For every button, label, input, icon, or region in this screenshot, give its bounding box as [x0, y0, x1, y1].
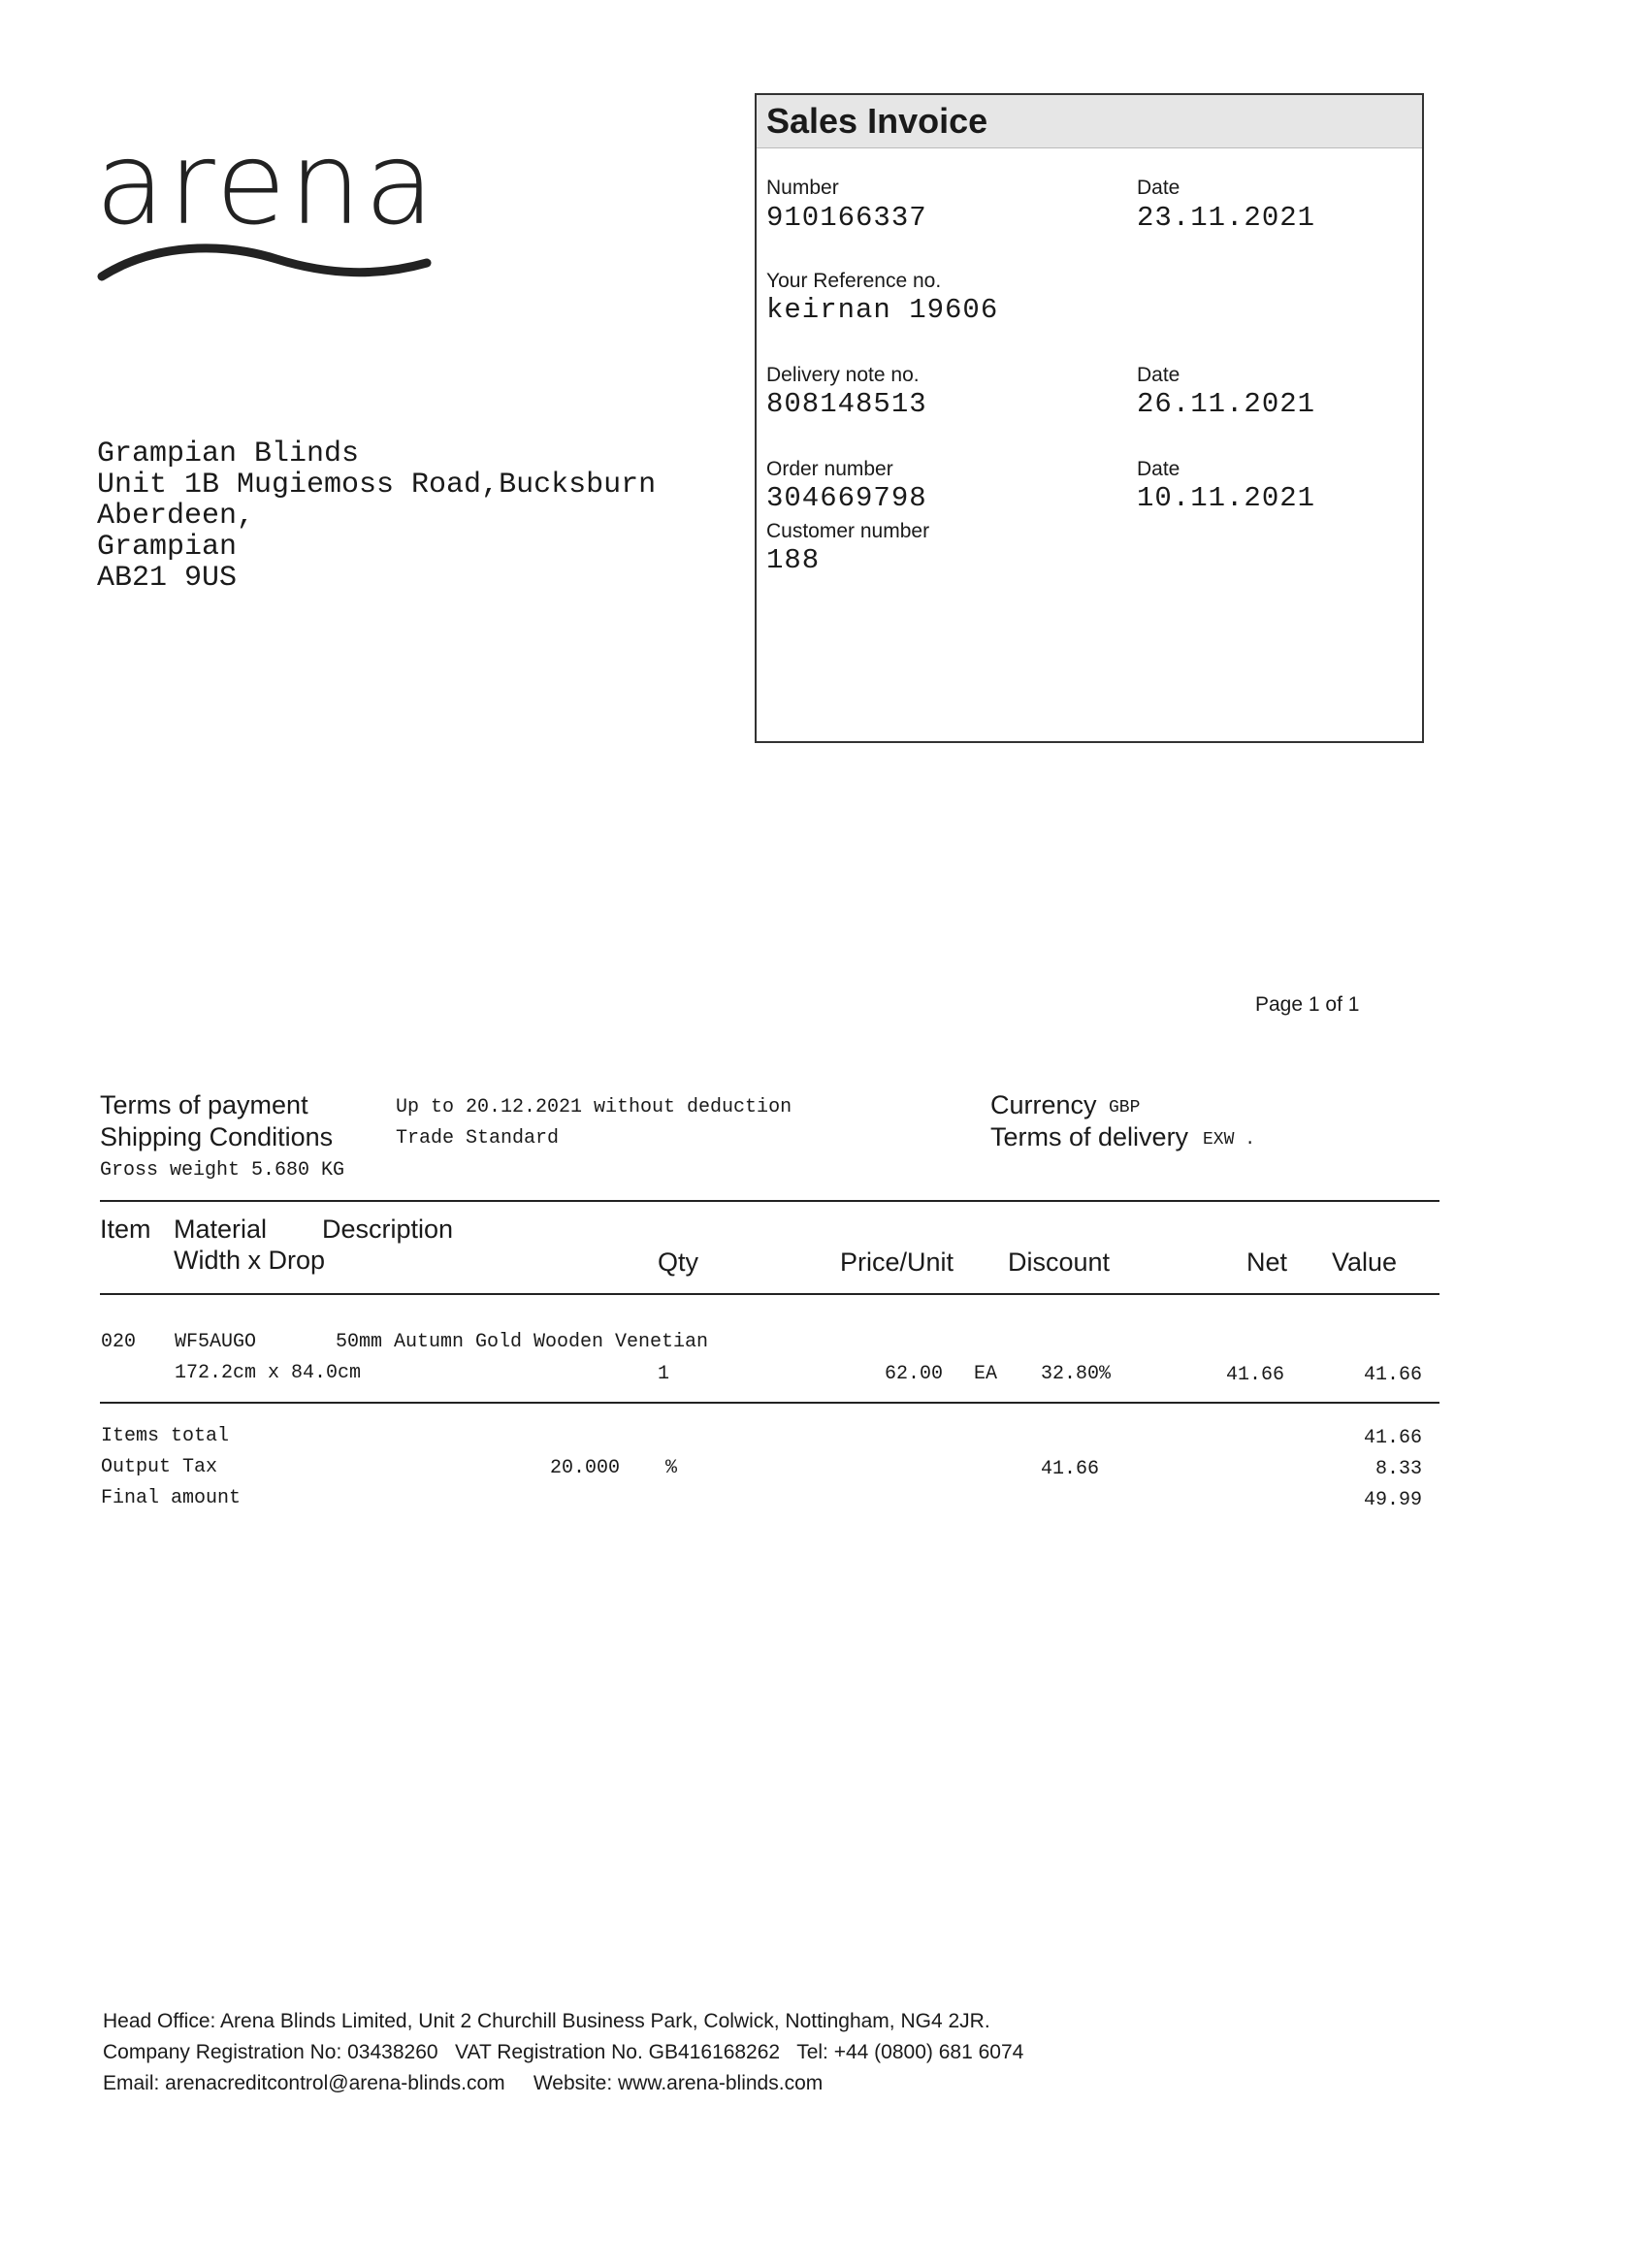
- output-tax-rate: 20.000: [550, 1457, 621, 1479]
- row-material: WF5AUGO: [175, 1331, 257, 1353]
- shipping-conditions-value: Trade Standard: [396, 1127, 560, 1150]
- currency-value: GBP: [1109, 1098, 1141, 1118]
- row-qty: 1: [658, 1363, 670, 1385]
- col-header-width-drop: Width x Drop: [174, 1246, 326, 1275]
- customer-number: 188: [766, 544, 821, 576]
- col-header-qty: Qty: [658, 1247, 699, 1277]
- recipient-street: Unit 1B Mugiemoss Road,Bucksburn: [97, 469, 657, 502]
- row-size: 172.2cm x 84.0cm: [175, 1362, 362, 1384]
- delivery-note-number: 808148513: [766, 388, 927, 420]
- row-value: 41.66: [1364, 1364, 1423, 1386]
- invoice-date: 23.11.2021: [1137, 202, 1316, 234]
- invoice-date-label: Date: [1137, 177, 1180, 199]
- col-header-discount: Discount: [1008, 1247, 1111, 1277]
- recipient-city: Aberdeen,: [97, 500, 255, 533]
- row-price: 62.00: [885, 1363, 944, 1385]
- row-unit: EA: [974, 1363, 998, 1385]
- customer-number-label: Customer number: [766, 520, 930, 542]
- col-header-price-unit: Price/Unit: [840, 1247, 954, 1277]
- footer-head-office: Head Office: Arena Blinds Limited, Unit 2 Churchill Business Park, Colwick, Nottingham, NG4 2JR.: [103, 2010, 990, 2032]
- terms-of-payment-label: Terms of payment: [100, 1090, 308, 1119]
- col-header-material: Material: [174, 1215, 268, 1244]
- table-header-rule: [100, 1293, 1439, 1295]
- final-amount-label: Final amount: [101, 1487, 242, 1509]
- currency-label: Currency: [990, 1090, 1097, 1119]
- recipient-postcode: AB21 9US: [97, 562, 238, 595]
- delivery-note-label: Delivery note no.: [766, 364, 920, 386]
- invoice-number: 910166337: [766, 202, 927, 234]
- order-date-label: Date: [1137, 458, 1180, 480]
- terms-of-payment-value: Up to 20.12.2021 without deduction: [396, 1096, 792, 1118]
- invoice-number-label: Number: [766, 177, 839, 199]
- terms-of-delivery-label: Terms of delivery: [990, 1122, 1189, 1151]
- reference-value: keirnan 19606: [766, 294, 999, 326]
- row-description: 50mm Autumn Gold Wooden Venetian: [336, 1331, 709, 1353]
- output-tax-base: 41.66: [1041, 1458, 1100, 1480]
- items-total-label: Items total: [101, 1425, 230, 1447]
- final-amount-value: 49.99: [1364, 1489, 1423, 1511]
- recipient-region: Grampian: [97, 531, 238, 564]
- order-date: 10.11.2021: [1137, 482, 1316, 514]
- table-top-rule: [100, 1200, 1439, 1202]
- recipient-address: [97, 438, 656, 594]
- invoice-title: Sales Invoice: [766, 101, 988, 141]
- items-total-value: 41.66: [1364, 1427, 1423, 1449]
- output-tax-value: 8.33: [1375, 1458, 1423, 1480]
- page-indicator: Page 1 of 1: [1255, 993, 1360, 1016]
- order-number: 304669798: [766, 482, 927, 514]
- col-header-description: Description: [322, 1215, 454, 1244]
- table-bottom-rule: [100, 1402, 1439, 1404]
- reference-label: Your Reference no.: [766, 270, 942, 292]
- row-discount: 32.80%: [1041, 1363, 1112, 1385]
- footer-contact: Email: arenacreditcontrol@arena-blinds.com Website: www.arena-blinds.com: [103, 2072, 824, 2094]
- invoice-info-box: [755, 93, 1424, 743]
- shipping-conditions-label: Shipping Conditions: [100, 1122, 334, 1151]
- col-header-net: Net: [1246, 1247, 1288, 1277]
- col-header-item: Item: [100, 1215, 151, 1244]
- row-item: 020: [101, 1331, 137, 1353]
- terms-of-delivery-value: EXW .: [1203, 1130, 1256, 1150]
- delivery-date-label: Date: [1137, 364, 1180, 386]
- invoice-header-bar: [757, 95, 1422, 148]
- logo-wave-icon: [97, 238, 432, 286]
- row-net: 41.66: [1226, 1364, 1285, 1386]
- output-tax-label: Output Tax: [101, 1456, 218, 1478]
- recipient-name: Grampian Blinds: [97, 437, 360, 470]
- col-header-value: Value: [1332, 1247, 1398, 1277]
- output-tax-percent: %: [665, 1457, 678, 1479]
- gross-weight: Gross weight 5.680 KG: [100, 1159, 345, 1182]
- order-number-label: Order number: [766, 458, 893, 480]
- delivery-date: 26.11.2021: [1137, 388, 1316, 420]
- company-logo-text: arena: [95, 116, 437, 250]
- footer-registration: Company Registration No: 03438260 VAT Registration No. GB416168262 Tel: +44 (0800) 681 6074: [103, 2041, 1024, 2063]
